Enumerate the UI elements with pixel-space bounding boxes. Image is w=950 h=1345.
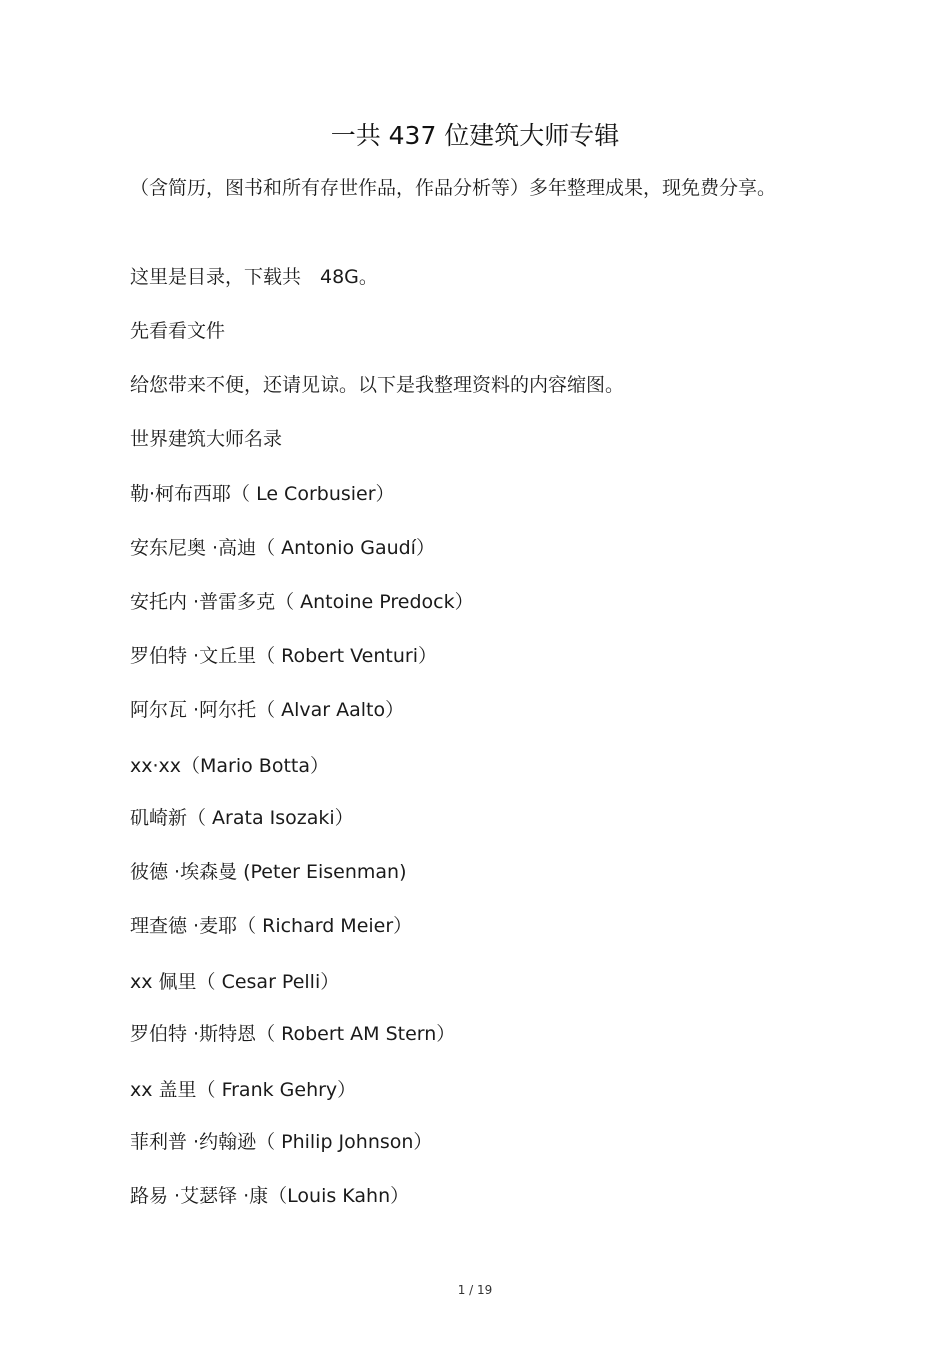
architect-list-item: 罗伯特 ·斯特恩（ Robert AM Stern）	[130, 1023, 456, 1045]
architect-list-item: 安托内 ·普雷多克（ Antoine Predock）	[130, 591, 474, 613]
architect-list-item: 理查德 ·麦耶（ Richard Meier）	[130, 915, 413, 937]
architect-list-item: xx·xx（Mario Botta）	[130, 755, 330, 777]
text-line-download-size: 这里是目录，下载共 48G。	[130, 266, 378, 288]
architect-list-item: xx 盖里（ Frank Gehry）	[130, 1079, 357, 1101]
section-heading-architect-list: 世界建筑大师名录	[130, 428, 283, 450]
architect-list-item: 阿尔瓦 ·阿尔托（ Alvar Aalto）	[130, 699, 405, 721]
architect-list-item: 安东尼奥 ·高迪（ Antonio Gaudí）	[130, 537, 435, 559]
intro-paragraph: （含简历，图书和所有存世作品，作品分析等）多年整理成果，现免费分享。	[130, 177, 777, 199]
architect-list-item: 勒·柯布西耶（ Le Corbusier）	[130, 483, 395, 505]
page-number: 1 / 19	[457, 1283, 493, 1297]
architect-list-item: 罗伯特 ·文丘里（ Robert Venturi）	[130, 645, 437, 667]
document-title: 一共 437 位建筑大师专辑	[330, 121, 620, 150]
architect-list-item: xx 佩里（ Cesar Pelli）	[130, 971, 340, 993]
architect-list-item: 矶崎新（ Arata Isozaki）	[130, 807, 354, 829]
text-line-look-at-files: 先看看文件	[130, 320, 226, 342]
architect-list-item: 菲利普 ·约翰逊（ Philip Johnson）	[130, 1131, 433, 1153]
text-line-apology: 给您带来不便，还请见谅。以下是我整理资料的内容缩图。	[130, 374, 625, 396]
architect-list-item: 路易 ·艾瑟铎 ·康（Louis Kahn）	[130, 1185, 410, 1207]
architect-list-item: 彼德 ·埃森曼 (Peter Eisenman)	[130, 861, 407, 883]
